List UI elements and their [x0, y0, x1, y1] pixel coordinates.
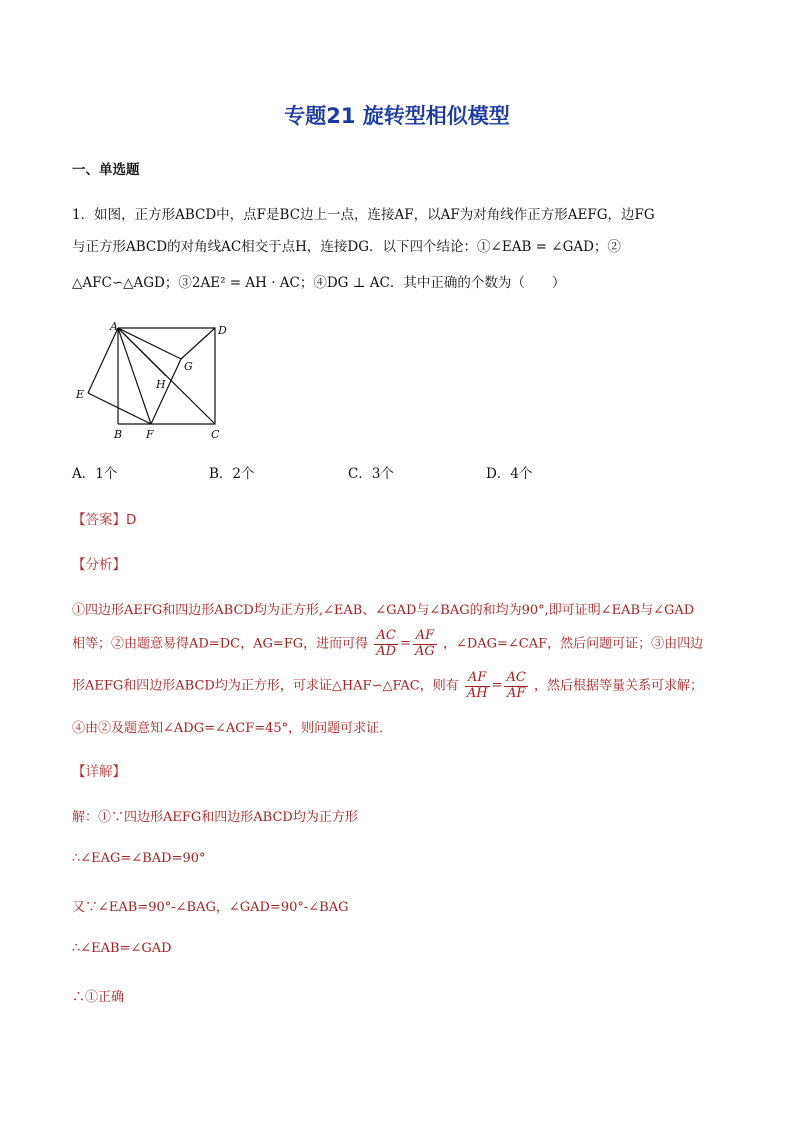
fraction-ac-af — [504, 671, 527, 701]
analysis-line-2 — [72, 625, 703, 664]
question-line-1: 1．如图，正方形ABCD中，点F是BC边上一点，连接AF，以AF为对角线作正方形AEFG，边FG — [72, 207, 655, 223]
option-a[interactable]: A．1个 — [72, 466, 118, 482]
answer-block — [72, 508, 136, 528]
answer-value: D — [126, 512, 137, 528]
label-d: D — [218, 324, 227, 337]
analysis-line-2-pre: 相等；②由题意易得AD=DC，AG=FG，进而可得 — [72, 636, 369, 652]
fraction-af-ah — [465, 671, 490, 701]
detail-line-4: ∴∠EAB=∠GAD — [72, 941, 172, 956]
detail-line-5: ∴①正确 — [72, 990, 125, 1005]
fraction-numerator: AF — [413, 629, 437, 644]
question-line-3: △AFC∽△AGD；③2AE² = AH · AC；④DG ⊥ AC．其中正确的个数为（ ） — [72, 275, 566, 291]
equals-sign: = — [400, 636, 412, 651]
analysis-line-4: ④由②及题意知∠ADG=∠ACF=45°，则问题可求证． — [72, 721, 393, 736]
fraction-numerator: AC — [506, 670, 526, 686]
fraction-ac-ad — [374, 629, 398, 659]
fraction-denominator: AF — [506, 685, 526, 701]
detail-tag: 【详解】 — [72, 764, 126, 780]
doc-title: 专题21 旋转型相似模型 — [284, 104, 510, 128]
segment-fg — [151, 359, 181, 424]
analysis-tag: 【分析】 — [72, 557, 126, 573]
square-diagram — [70, 318, 240, 446]
option-b[interactable]: B．2个 — [209, 466, 255, 482]
fraction-numerator: AC — [374, 629, 398, 644]
analysis-line-3-post: ，然后根据等量关系可求解； — [533, 678, 703, 694]
label-a: A — [110, 320, 118, 333]
label-e: E — [76, 388, 85, 401]
option-c[interactable]: C．3个 — [348, 466, 394, 482]
detail-line-3: 又∵∠EAB=90°-∠BAG，∠GAD=90°-∠BAG — [72, 900, 349, 915]
option-d[interactable]: D．4个 — [486, 466, 533, 482]
section-heading: 一、单选题 — [72, 162, 140, 178]
label-f: F — [146, 428, 154, 441]
fraction-denominator: AD — [376, 643, 397, 659]
analysis-line-1: ①四边形AEFG和四边形ABCD均为正方形,∠EAB、∠GAD与∠BAG的和均为90°,即可证明∠EAB与∠GAD — [72, 603, 695, 618]
segment-ah — [118, 328, 166, 376]
label-b: B — [114, 428, 123, 441]
fraction-denominator: AG — [415, 643, 435, 659]
question-line-2: 与正方形ABCD的对角线AC相交于点H，连接DG．以下四个结论：①∠EAB = ∠GAD；② — [72, 239, 621, 255]
fraction-denominator: AH — [466, 685, 488, 701]
segment-dg — [181, 328, 215, 359]
geometry-figure — [70, 318, 240, 450]
analysis-line-3 — [72, 667, 703, 706]
answer-tag: 【答案】 — [72, 512, 126, 528]
label-c: C — [211, 428, 220, 441]
segment-ae — [88, 328, 118, 393]
analysis-line-3-pre: 形AEFG和四边形ABCD均为正方形，可求证△HAF∽△FAC，则有 — [72, 678, 459, 694]
label-g: G — [184, 360, 193, 373]
fraction-af-ag — [413, 629, 437, 659]
detail-line-1: 解：①∵四边形AEFG和四边形ABCD均为正方形 — [72, 810, 358, 825]
analysis-line-2-post: ，∠DAG=∠CAF，然后问题可证；③由四边 — [442, 636, 704, 652]
equals-sign: = — [491, 678, 503, 693]
label-h: H — [156, 378, 166, 391]
fraction-numerator: AF — [465, 671, 490, 686]
detail-line-2: ∴∠EAG=∠BAD=90° — [72, 851, 206, 866]
